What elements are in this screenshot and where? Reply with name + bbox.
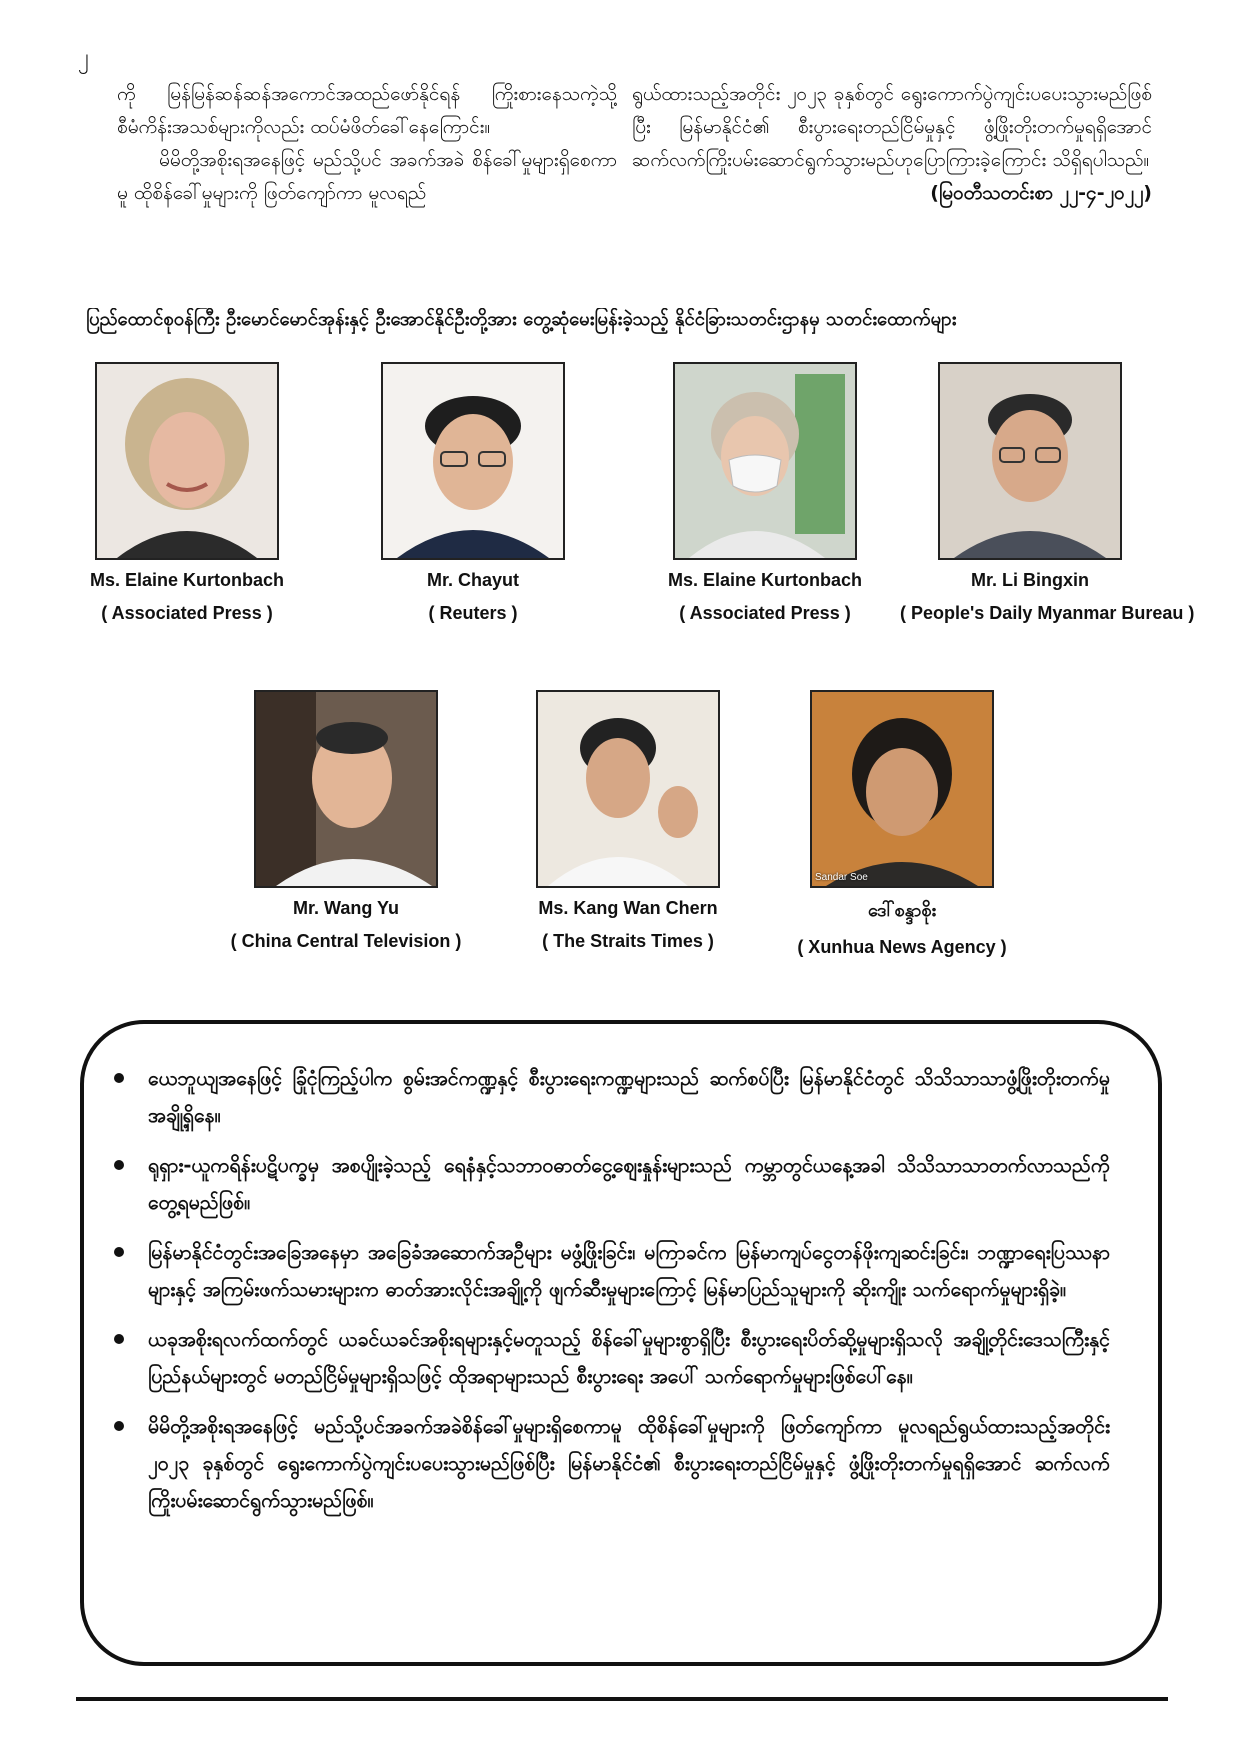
journalist-card: [900, 362, 1195, 624]
journalist-name: Ms. Elaine Kurtonbach: [668, 570, 863, 590]
page-number: ၂: [78, 45, 89, 70]
journalist-organization: ( Associated Press ): [679, 603, 851, 623]
journalist-photo: [673, 362, 857, 560]
article-column-left: [117, 78, 617, 210]
summary-point: ရုရှား-ယူကရိန်းပဋိပက္ခမှ အစပျိုးခဲ့သည့် ရေနံနှင့်သဘာဝဓာတ်ငွေ့ဈေးနှုန်းများသည် ကမ္ဘာတွင်ယနေ့အခါ သိသိသာသာတက်လာသည်ကို တွေ့ရမည်ဖြစ်။: [148, 1147, 1110, 1221]
summary-list: [84, 1024, 1158, 1519]
bottom-rule: [76, 1697, 1168, 1701]
summary-point: မိမိတို့အစိုးရအနေဖြင့် မည်သို့ပင်အခက်အခဲစိန်ခေါ်မှုများရှိစေကာမူ ထိုစိန်ခေါ်မှုများကို ဖြတ်ကျော်ကာ မူလရည်ရွယ်ထားသည့်အတိုင်း ၂၀၂၃ ခုနှစ်တွင် ရွေးကောက်ပွဲကျင်းပပေးသွားမည်ဖြစ်ပြီး မြန်မာနိုင်ငံ၏ စီးပွားရေးတည်ငြိမ်မှုနှင့် ဖွံ့ဖြိုးတိုးတက်မှုရရှိအောင် ဆက်လက်ကြိုးပမ်းဆောင်ရွက်သွားမည်ဖြစ်။: [148, 1408, 1110, 1519]
journalist-card: [518, 690, 738, 952]
article-paragraph: ကို မြန်မြန်ဆန်ဆန်အကောင်အထည်ဖော်နိုင်ရန် ကြိုးစားနေသကဲ့သို့ စီမံကိန်းအသစ်များကိုလည်း ထပ်မံဖိတ်ခေါ်နေကြောင်း။: [117, 83, 617, 138]
journalist-card: [226, 690, 466, 952]
journalist-card: [782, 690, 1022, 958]
journalist-name: Ms. Kang Wan Chern: [538, 898, 718, 918]
journalist-photo: [254, 690, 438, 888]
journalist-name: Mr. Wang Yu: [292, 898, 399, 918]
journalist-name: Mr. Chayut: [426, 570, 519, 590]
journalist-photo: [536, 690, 720, 888]
photo-caption: Sandar Soe: [815, 872, 868, 883]
journalist-organization: ( Xunhua News Agency ): [797, 937, 1007, 957]
article-paragraph: မိမိတို့အစိုးရအနေဖြင့် မည်သို့ပင် အခက်အခဲ စိန်ခေါ်မှုများရှိစေကာမူ ထိုစိန်ခေါ်မှုများကို ဖြတ်ကျော်ကာ မူလရည်: [117, 149, 617, 204]
journalist-photo: [95, 362, 279, 560]
journalist-organization: ( China Central Television ): [230, 931, 462, 951]
summary-point: ယခုအစိုးရလက်ထက်တွင် ယခင်ယခင်အစိုးရများနှင့်မတူသည့် စိန်ခေါ်မှုများစွာရှိပြီး စီးပွားရေးပိတ်ဆို့မှုများရှိသလို အချို့တိုင်းဒေသကြီးနှင့်ပြည်နယ်များတွင် မတည်ငြိမ်မှုများရှိသဖြင့် ထိုအရာများသည် စီးပွားရေး အပေါ် သက်ရောက်မှုများဖြစ်ပေါ်နေ။: [148, 1321, 1110, 1395]
journalist-photo: [810, 690, 994, 888]
journalist-card: [376, 362, 570, 624]
journalist-card: [668, 362, 862, 624]
article-column-right: [632, 78, 1152, 210]
journalist-photo: [938, 362, 1122, 560]
journalist-organization: ( People's Daily Myanmar Bureau ): [900, 603, 1195, 623]
journalist-name: Ms. Elaine Kurtonbach: [90, 570, 285, 590]
journalist-photo: [381, 362, 565, 560]
journalist-name: ဒေါ်စန္ဒာစိုး: [867, 900, 937, 920]
article-source: (မြဝတီသတင်းစာ ၂၂-၄-၂၀၂၂): [930, 182, 1152, 204]
journalist-organization: ( Associated Press ): [101, 603, 273, 623]
journalist-organization: ( The Straits Times ): [542, 931, 714, 951]
section-heading: ပြည်ထောင်စုဝန်ကြီး ဦးမောင်မောင်အုန်းနှင့် ဦးအောင်နိုင်ဦးတို့အား တွေ့ဆုံမေးမြန်းခဲ့သည့် နိုင်ငံခြားသတင်းဌာနမှ သတင်းထောက်များ: [86, 309, 957, 330]
summary-point: မြန်မာနိုင်ငံတွင်းအခြေအနေမှာ အခြေခံအဆောက်အဦများ မဖွံ့ဖြိုးခြင်း၊ မကြာခင်က မြန်မာကျပ်ငွေတန်ဖိုးကျဆင်းခြင်း၊ ဘဏ္ဍာရေးပြဿနာများနှင့် အကြမ်းဖက်သမားများက ဓာတ်အားလိုင်းအချို့ကို ဖျက်ဆီးမှုများကြောင့် မြန်မာပြည်သူများကို ဆိုးကျိုး သက်ရောက်မှုများရှိခဲ့။: [148, 1234, 1110, 1308]
summary-point: ယေဘူယျအနေဖြင့် ခြုံငုံကြည့်ပါက စွမ်းအင်ကဏ္ဍနှင့် စီးပွားရေးကဏ္ဍများသည် ဆက်စပ်ပြီး မြန်မာနိုင်ငံတွင် သိသိသာသာဖွံ့ဖြိုးတိုးတက်မှုအချို့ရှိနေ။: [148, 1060, 1110, 1134]
article-paragraph: ရွယ်ထားသည့်အတိုင်း ၂၀၂၃ ခုနှစ်တွင် ရွေးကောက်ပွဲကျင်းပပေးသွားမည်ဖြစ်ပြီး မြန်မာနိုင်ငံ၏ စီးပွားရေးတည်ငြိမ်မှုနှင့် ဖွံ့ဖြိုးတိုးတက်မှုရရှိအောင် ဆက်လက်ကြိုးပမ်းဆောင်ရွက်သွားမည်ဟုပြောကြားခဲ့ကြောင်း သိရှိရပါသည်။: [632, 83, 1152, 171]
summary-box: [80, 1020, 1162, 1666]
journalist-card: [90, 362, 284, 624]
journalist-organization: ( Reuters ): [428, 603, 518, 623]
journalist-name: Mr. Li Bingxin: [970, 570, 1089, 590]
